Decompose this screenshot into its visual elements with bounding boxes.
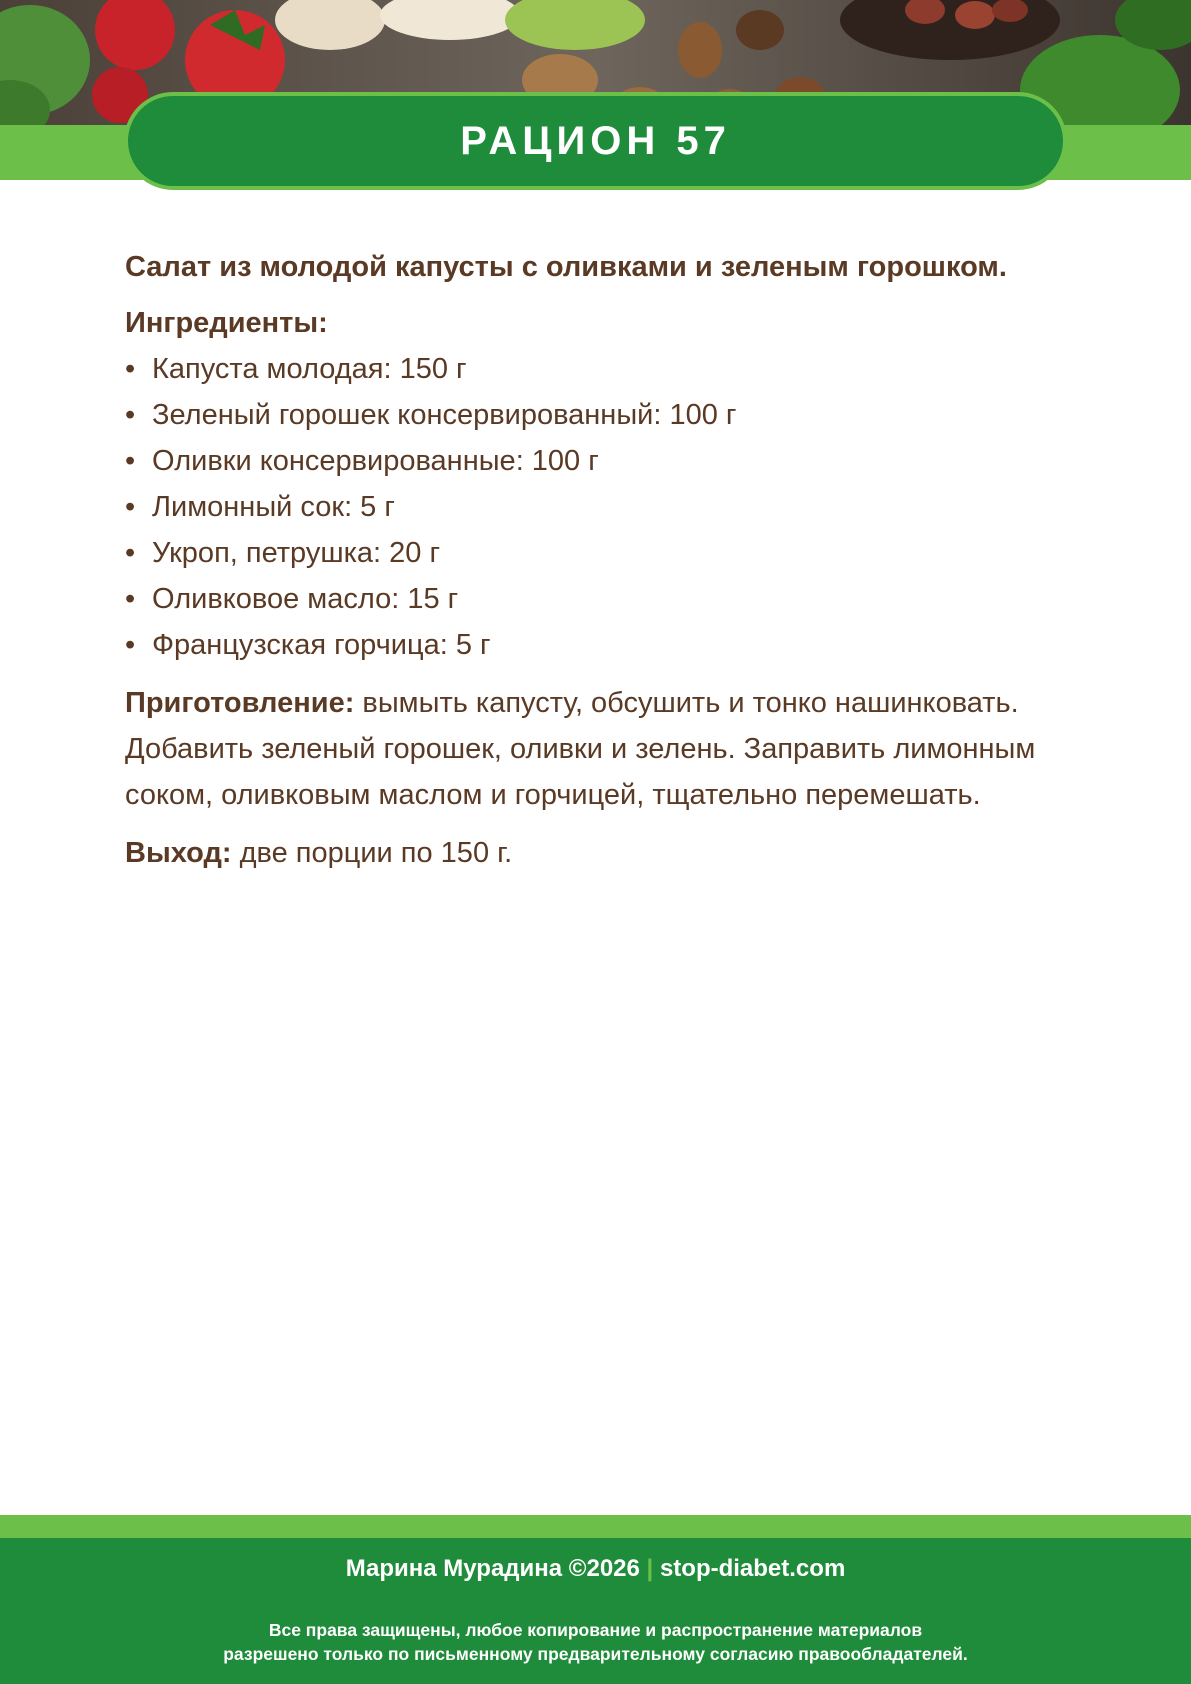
preparation-label: Приготовление: [125, 687, 355, 719]
footer-credits [0, 1554, 1191, 1584]
site-link[interactable]: stop-diabet.com [659, 1555, 846, 1582]
footer-separator: | [646, 1555, 654, 1582]
preparation-text: вымыть капусту, обсушить и тонко нашинковать. Добавить зеленый горошек, оливки и зелень. Заправить лимонным соком, оливковым маслом и горчицей, тщательно перемешать. [125, 687, 1036, 811]
page-title: РАЦИОН 57 [460, 118, 731, 163]
list-item: • Лимонный сок: 5 г [125, 484, 1065, 530]
preparation-paragraph [125, 680, 1065, 818]
copyright-notice [0, 1618, 1191, 1666]
page-title-banner [124, 92, 1067, 190]
copyright-line-2: разрешено только по письменному предварительному согласию правообладателей. [223, 1644, 968, 1664]
recipe-content [125, 244, 1065, 888]
copyright-line-1: Все права защищены, любое копирование и распространение материалов [268, 1620, 923, 1640]
ingredients-heading: Ингредиенты: [125, 307, 328, 339]
footer-green-band [0, 1515, 1191, 1538]
ingredients-list [125, 346, 1065, 668]
bullet-icon: • [125, 399, 136, 431]
yield-label: Выход: [125, 837, 232, 869]
bullet-icon: • [125, 491, 136, 523]
yield-paragraph [125, 830, 1065, 876]
list-item: • Оливки консервированные: 100 г [125, 438, 1065, 484]
recipe-title: Салат из молодой капусты с оливками и зеленым горошком. [125, 251, 1007, 283]
bullet-icon: • [125, 445, 136, 477]
bullet-icon: • [125, 629, 136, 661]
list-item: • Укроп, петрушка: 20 г [125, 530, 1065, 576]
bullet-icon: • [125, 537, 136, 569]
bullet-icon: • [125, 583, 136, 615]
list-item: • Оливковое масло: 15 г [125, 576, 1065, 622]
yield-text: две порции по 150 г. [239, 837, 513, 869]
list-item: • Французская горчица: 5 г [125, 622, 1065, 668]
author-name: Марина Мурадина ©2026 [345, 1555, 640, 1582]
bullet-icon: • [125, 353, 136, 385]
footer [0, 1538, 1191, 1684]
list-item: • Капуста молодая: 150 г [125, 346, 1065, 392]
list-item: • Зеленый горошек консервированный: 100 г [125, 392, 1065, 438]
